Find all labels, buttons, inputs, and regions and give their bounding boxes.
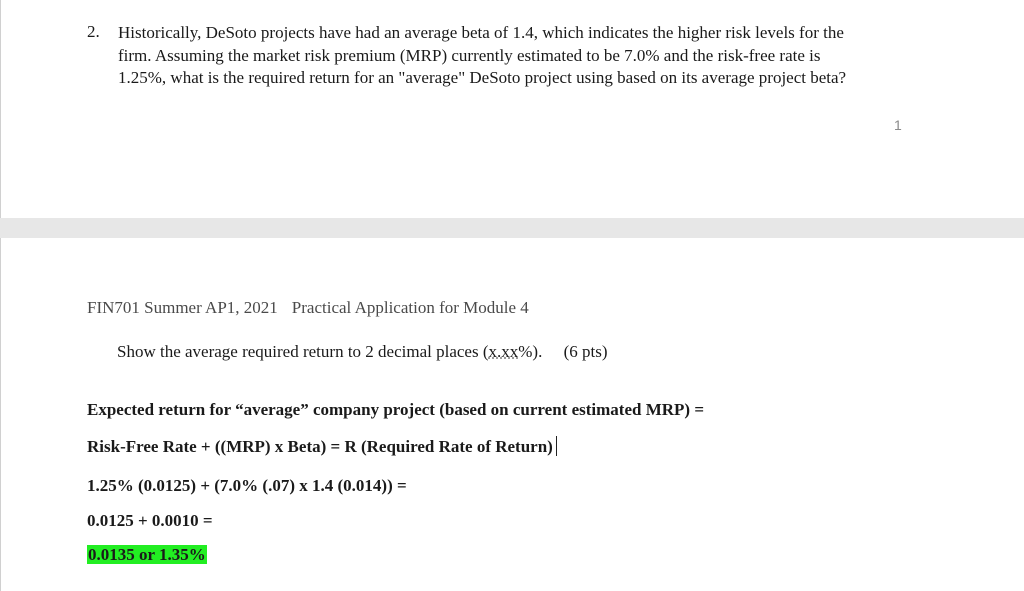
answer-line-3: 1.25% (0.0125) + (7.0% (.07) x 1.4 (0.014)) = (87, 476, 407, 495)
question-line-3: 1.25%, what is the required return for an "average" DeSoto project using based on its average project beta? (118, 68, 847, 87)
question-line-1: Historically, DeSoto projects have had an average beta of 1.4, which indicates the higher risk levels for the (118, 23, 844, 42)
instruction-prefix: Show the average required return to 2 decimal places ( (117, 342, 489, 361)
module-title: Practical Application for Module 4 (291, 298, 529, 317)
format-hint: x.xx (488, 342, 519, 361)
document-page-1 (0, 0, 1024, 218)
points-label: (6 pts) (563, 342, 608, 361)
answer-line-2[interactable] (87, 436, 557, 457)
answer-line-1: Expected return for “average” company project (based on current estimated MRP) = (87, 400, 705, 419)
instruction-text (117, 342, 608, 362)
page-number: 1 (894, 117, 902, 133)
course-label: FIN701 Summer AP1, 2021 (87, 298, 278, 317)
question-number: 2. (87, 22, 100, 41)
instruction-suffix: %). (518, 342, 543, 361)
answer-line-4: 0.0125 + 0.0010 = (87, 511, 213, 530)
question-line-2: firm. Assuming the market risk premium (MRP) currently estimated to be 7.0% and the risk-free rate is (118, 45, 821, 65)
document-page-2[interactable] (0, 238, 1024, 591)
answer-line-2-text: Risk-Free Rate + ((MRP) x Beta) = R (Required Rate of Return) (87, 437, 553, 456)
highlighted-answer: 0.0135 or 1.35% (88, 545, 206, 564)
page-header (87, 298, 529, 318)
question-text (118, 22, 918, 90)
text-cursor (556, 436, 557, 456)
answer-line-5 (87, 545, 207, 565)
